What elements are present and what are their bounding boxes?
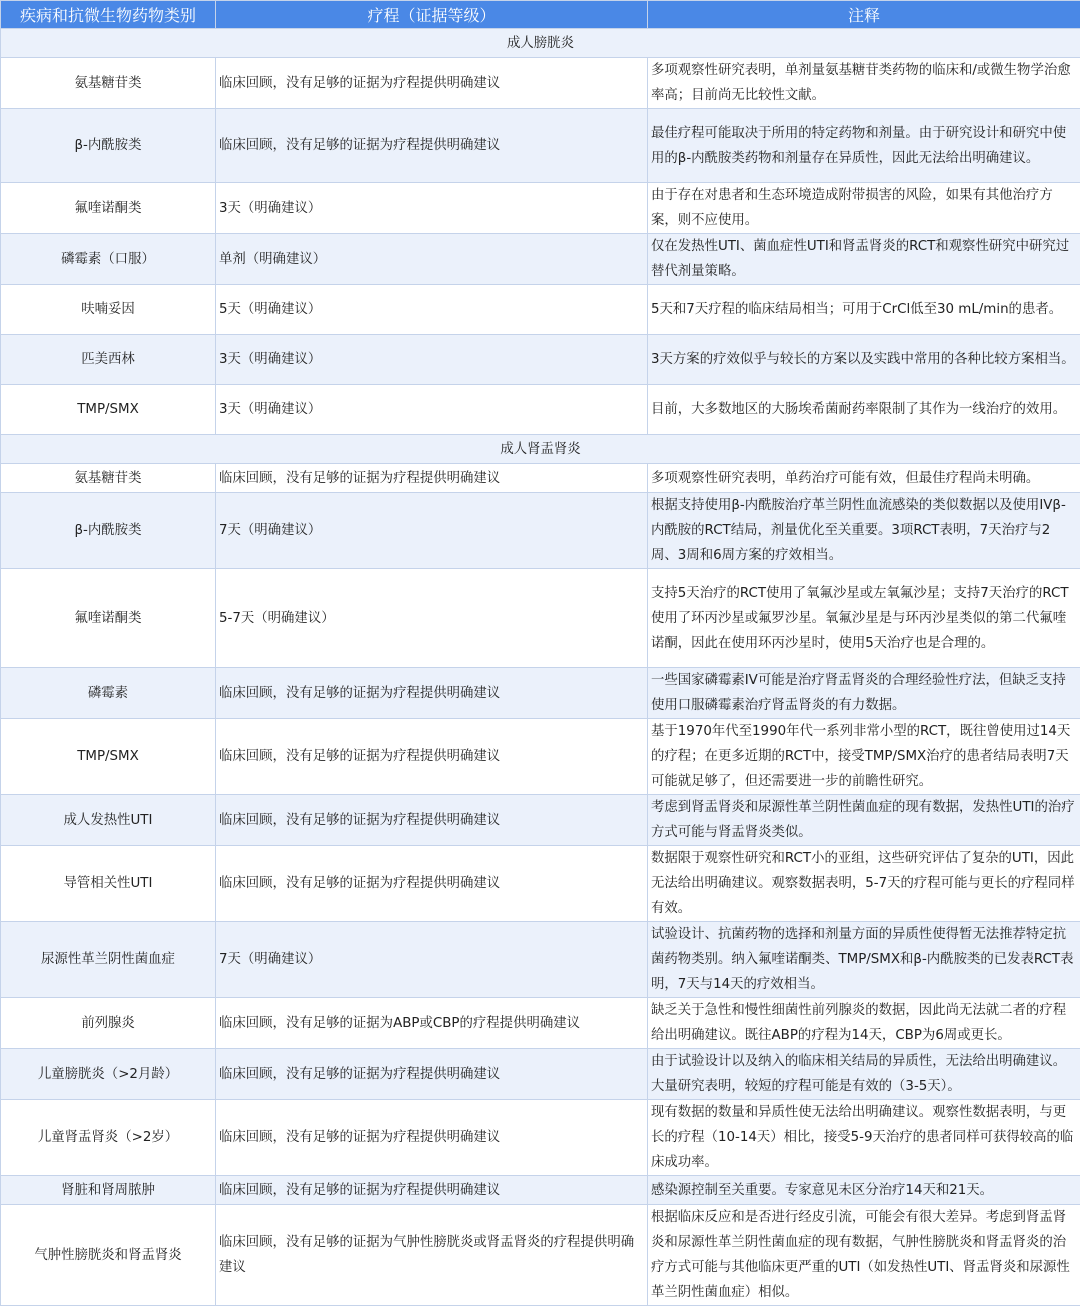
table-row [1, 464, 1080, 493]
section-title: 成人膀胱炎 [1, 29, 1080, 58]
table-row [1, 998, 1080, 1049]
duration-cell: 临床回顾，没有足够的证据为疗程提供明确建议 [216, 668, 648, 719]
table-row [1, 1176, 1080, 1205]
duration-cell: 临床回顾，没有足够的证据为疗程提供明确建议 [216, 464, 648, 493]
notes-cell: 数据限于观察性研究和RCT小的亚组，这些研究评估了复杂的UTI，因此无法给出明确建议。观察数据表明，5-7天的疗程可能与更长的疗程同样有效。 [648, 846, 1080, 922]
duration-cell: 7天（明确建议） [216, 922, 648, 998]
table-row [1, 1049, 1080, 1100]
header-duration: 疗程（证据等级） [216, 1, 648, 29]
table-row [1, 58, 1080, 109]
table-row [1, 335, 1080, 385]
header-notes: 注释 [648, 1, 1080, 29]
duration-cell: 临床回顾，没有足够的证据为疗程提供明确建议 [216, 846, 648, 922]
duration-cell: 单剂（明确建议） [216, 234, 648, 285]
duration-cell: 临床回顾，没有足够的证据为疗程提供明确建议 [216, 109, 648, 183]
section-title: 成人肾盂肾炎 [1, 435, 1080, 464]
duration-cell: 临床回顾，没有足够的证据为疗程提供明确建议 [216, 58, 648, 109]
notes-cell: 一些国家磷霉素IV可能是治疗肾盂肾炎的合理经验性疗法，但缺乏支持使用口服磷霉素治疗肾盂肾炎的有力数据。 [648, 668, 1080, 719]
drug-class-cell: 前列腺炎 [1, 998, 216, 1049]
notes-cell: 3天方案的疗效似乎与较长的方案以及实践中常用的各种比较方案相当。 [648, 335, 1080, 385]
notes-cell: 缺乏关于急性和慢性细菌性前列腺炎的数据，因此尚无法就二者的疗程给出明确建议。既往ABP的疗程为14天，CBP为6周或更长。 [648, 998, 1080, 1049]
duration-cell: 临床回顾，没有足够的证据为疗程提供明确建议 [216, 719, 648, 795]
notes-cell: 5天和7天疗程的临床结局相当；可用于CrCl低至30 mL/min的患者。 [648, 285, 1080, 335]
drug-class-cell: 儿童肾盂肾炎（>2岁） [1, 1100, 216, 1176]
table-row [1, 234, 1080, 285]
duration-cell: 7天（明确建议） [216, 493, 648, 569]
drug-class-cell: 气肿性膀胱炎和肾盂肾炎 [1, 1205, 216, 1306]
drug-class-cell: 匹美西林 [1, 335, 216, 385]
table-row [1, 719, 1080, 795]
notes-cell: 最佳疗程可能取决于所用的特定药物和剂量。由于研究设计和研究中使用的β-内酰胺类药物和剂量存在异质性，因此无法给出明确建议。 [648, 109, 1080, 183]
table-row [1, 846, 1080, 922]
duration-cell: 3天（明确建议） [216, 183, 648, 234]
header-row [1, 1, 1080, 29]
table-row [1, 1100, 1080, 1176]
table-row [1, 668, 1080, 719]
notes-cell: 多项观察性研究表明，单剂量氨基糖苷类药物的临床和/或微生物学治愈率高；目前尚无比较性文献。 [648, 58, 1080, 109]
table-row [1, 1205, 1080, 1306]
duration-cell: 临床回顾，没有足够的证据为气肿性膀胱炎或肾盂肾炎的疗程提供明确建议 [216, 1205, 648, 1306]
drug-class-cell: 氟喹诺酮类 [1, 183, 216, 234]
notes-cell: 仅在发热性UTI、菌血症性UTI和肾盂肾炎的RCT和观察性研究中研究过替代剂量策略。 [648, 234, 1080, 285]
notes-cell: 支持5天治疗的RCT使用了氧氟沙星或左氧氟沙星；支持7天治疗的RCT使用了环丙沙星或氟罗沙星。氧氟沙星是与环丙沙星类似的第二代氟喹诺酮，因此在使用环丙沙星时，使用5天治疗也是合理的。 [648, 569, 1080, 668]
drug-class-cell: 磷霉素 [1, 668, 216, 719]
table-row [1, 493, 1080, 569]
drug-class-cell: TMP/SMX [1, 719, 216, 795]
header-disease-class: 疾病和抗微生物药物类别 [1, 1, 216, 29]
table-row [1, 569, 1080, 668]
duration-cell: 3天（明确建议） [216, 385, 648, 435]
drug-class-cell: 导管相关性UTI [1, 846, 216, 922]
notes-cell: 由于试验设计以及纳入的临床相关结局的异质性，无法给出明确建议。大量研究表明，较短的疗程可能是有效的（3-5天）。 [648, 1049, 1080, 1100]
notes-cell: 基于1970年代至1990年代一系列非常小型的RCT，既往曾使用过14天的疗程；在更多近期的RCT中，接受TMP/SMX治疗的患者结局表明7天可能就足够了，但还需要进一步的前瞻性研究。 [648, 719, 1080, 795]
table-row [1, 795, 1080, 846]
duration-cell: 5天（明确建议） [216, 285, 648, 335]
notes-cell: 目前，大多数地区的大肠埃希菌耐药率限制了其作为一线治疗的效用。 [648, 385, 1080, 435]
table-row [1, 109, 1080, 183]
duration-cell: 3天（明确建议） [216, 335, 648, 385]
drug-class-cell: 尿源性革兰阴性菌血症 [1, 922, 216, 998]
drug-class-cell: β-内酰胺类 [1, 493, 216, 569]
duration-cell: 临床回顾，没有足够的证据为疗程提供明确建议 [216, 795, 648, 846]
drug-class-cell: 成人发热性UTI [1, 795, 216, 846]
notes-cell: 根据临床反应和是否进行经皮引流，可能会有很大差异。考虑到肾盂肾炎和尿源性革兰阴性菌血症的现有数据，气肿性膀胱炎和肾盂肾炎的治疗方式可能与其他临床更严重的UTI（如发热性UTI、肾盂肾炎和尿源性革兰阴性菌血症）相似。 [648, 1205, 1080, 1306]
drug-class-cell: TMP/SMX [1, 385, 216, 435]
drug-class-cell: 磷霉素（口服） [1, 234, 216, 285]
notes-cell: 根据支持使用β-内酰胺治疗革兰阴性血流感染的类似数据以及使用IVβ-内酰胺的RCT结局，剂量优化至关重要。3项RCT表明，7天治疗与2周、3周和6周方案的疗效相当。 [648, 493, 1080, 569]
table-row [1, 183, 1080, 234]
section-header [1, 435, 1080, 464]
notes-cell: 考虑到肾盂肾炎和尿源性革兰阴性菌血症的现有数据，发热性UTI的治疗方式可能与肾盂肾炎类似。 [648, 795, 1080, 846]
table-row [1, 922, 1080, 998]
table-row [1, 285, 1080, 335]
notes-cell: 感染源控制至关重要。专家意见未区分治疗14天和21天。 [648, 1176, 1080, 1205]
notes-cell: 多项观察性研究表明，单药治疗可能有效，但最佳疗程尚未明确。 [648, 464, 1080, 493]
drug-class-cell: 儿童膀胱炎（>2月龄） [1, 1049, 216, 1100]
duration-cell: 临床回顾，没有足够的证据为ABP或CBP的疗程提供明确建议 [216, 998, 648, 1049]
table-row [1, 385, 1080, 435]
section-header [1, 29, 1080, 58]
drug-class-cell: 氨基糖苷类 [1, 58, 216, 109]
drug-class-cell: 氨基糖苷类 [1, 464, 216, 493]
notes-cell: 由于存在对患者和生态环境造成附带损害的风险，如果有其他治疗方案，则不应使用。 [648, 183, 1080, 234]
drug-class-cell: β-内酰胺类 [1, 109, 216, 183]
notes-cell: 试验设计、抗菌药物的选择和剂量方面的异质性使得暂无法推荐特定抗菌药物类别。纳入氟喹诺酮类、TMP/SMX和β-内酰胺类的已发表RCT表明，7天与14天的疗效相当。 [648, 922, 1080, 998]
drug-class-cell: 呋喃妥因 [1, 285, 216, 335]
notes-cell: 现有数据的数量和异质性使无法给出明确建议。观察性数据表明，与更长的疗程（10-14天）相比，接受5-9天治疗的患者同样可获得较高的临床成功率。 [648, 1100, 1080, 1176]
duration-cell: 5-7天（明确建议） [216, 569, 648, 668]
drug-class-cell: 氟喹诺酮类 [1, 569, 216, 668]
duration-cell: 临床回顾，没有足够的证据为疗程提供明确建议 [216, 1176, 648, 1205]
table-body [1, 29, 1080, 1306]
duration-cell: 临床回顾，没有足够的证据为疗程提供明确建议 [216, 1049, 648, 1100]
duration-cell: 临床回顾，没有足够的证据为疗程提供明确建议 [216, 1100, 648, 1176]
drug-class-cell: 肾脏和肾周脓肿 [1, 1176, 216, 1205]
